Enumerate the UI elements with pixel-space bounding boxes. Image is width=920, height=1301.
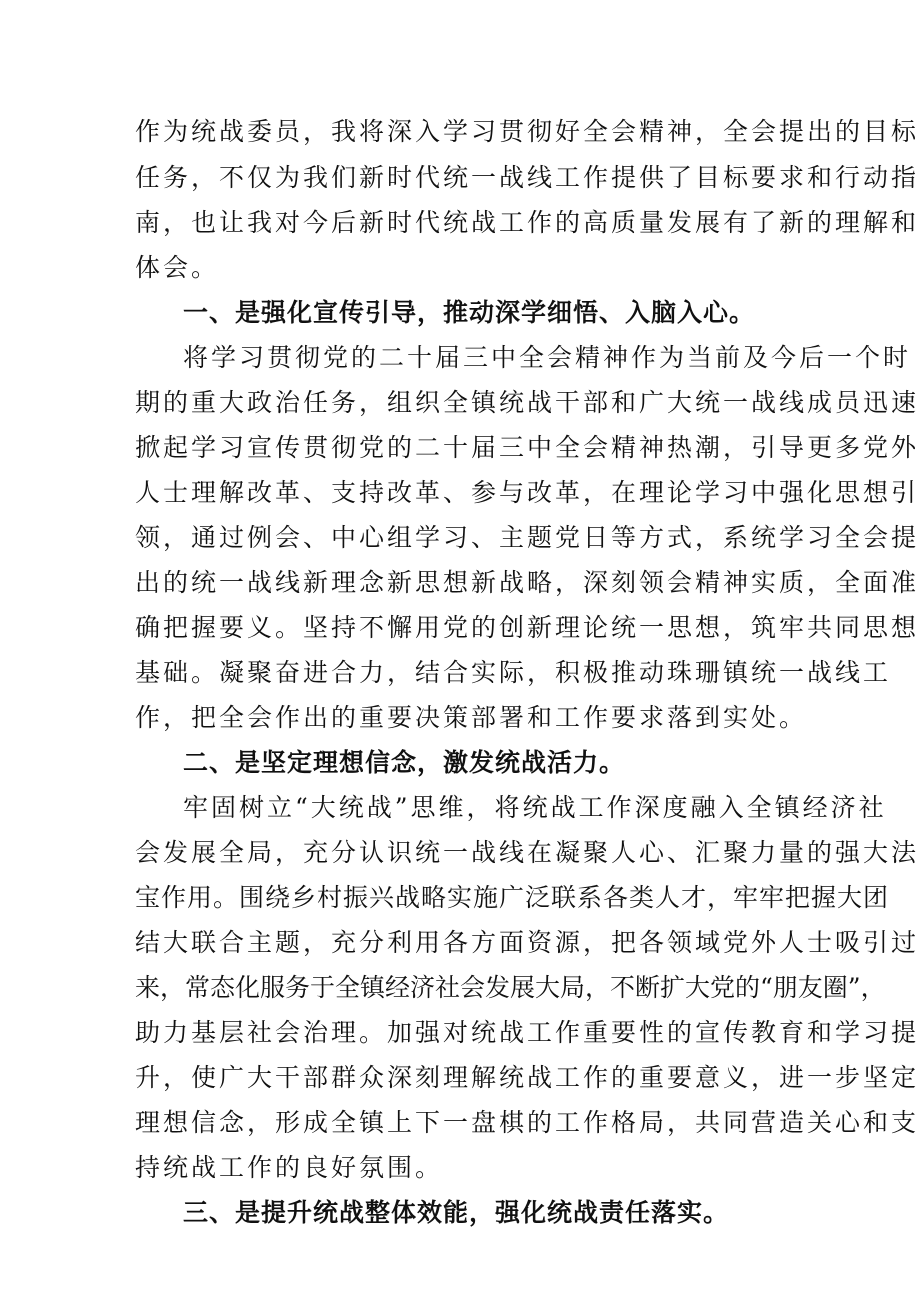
- section-2-line-1: 牢固树立“大统战”思维，将统战工作深度融入全镇经济社: [183, 793, 887, 822]
- section-1-line-3: 掀起学习宣传贯彻党的二十届三中全会精神热潮，引导更多党外: [135, 433, 920, 462]
- intro-line-1: 作为统战委员，我将深入学习贯彻好全会精神，全会提出的目标: [135, 117, 920, 146]
- section-1-line-5: 领，通过例会、中心组学习、主题党日等方式，系统学习全会提: [135, 523, 920, 552]
- section-1-line-2: 期的重大政治任务，组织全镇统战干部和广大统一战线成员迅速: [135, 388, 920, 417]
- section-2-line-7: 升，使广大干部群众深刻理解统战工作的重要意义，进一步坚定: [135, 1063, 920, 1092]
- section-2-line-3: 宝作用。围绕乡村振兴战略实施广泛联系各类人才，牢牢把握大团: [135, 883, 890, 912]
- section-2-line-5: 来，常态化服务于全镇经济社会发展大局，不断扩大党的“朋友圈”，: [135, 973, 886, 1002]
- section-3-heading: 三、是提升统战整体效能，强化统战责任落实。: [183, 1198, 730, 1227]
- section-1-heading: 一、是强化宣传引导，推动深学细悟、入脑入心。: [183, 298, 756, 327]
- section-2-heading: 二、是坚定理想信念，激发统战活力。: [183, 748, 626, 777]
- section-2-line-2: 会发展全局，充分认识统一战线在凝聚人心、汇聚力量的强大法: [135, 838, 920, 867]
- section-1-line-1: 将学习贯彻党的二十届三中全会精神作为当前及今后一个时: [183, 343, 912, 372]
- intro-line-2: 任务，不仅为我们新时代统一战线工作提供了目标要求和行动指: [135, 163, 920, 192]
- intro-line-3: 南，也让我对今后新时代统战工作的高质量发展有了新的理解和: [135, 208, 920, 237]
- section-2-line-9: 持统战工作的良好氛围。: [135, 1153, 444, 1182]
- section-2-line-4: 结大联合主题，充分利用各方面资源，把各领域党外人士吸引过: [135, 928, 920, 957]
- intro-line-4: 体会。: [135, 253, 220, 282]
- section-1-line-4: 人士理解改革、支持改革、参与改革，在理论学习中强化思想引: [135, 478, 920, 507]
- section-1-line-9: 作，把全会作出的重要决策部署和工作要求落到实处。: [135, 703, 808, 732]
- section-1-line-6: 出的统一战线新理念新思想新战略，深刻领会精神实质，全面准: [135, 568, 920, 597]
- section-2-line-6: 助力基层社会治理。加强对统战工作重要性的宣传教育和学习提: [135, 1018, 920, 1047]
- section-2-line-8: 理想信念，形成全镇上下一盘棋的工作格局，共同营造关心和支: [135, 1108, 920, 1137]
- section-1-line-7: 确把握要义。坚持不懈用党的创新理论统一思想，筑牢共同思想: [135, 613, 920, 642]
- section-1-line-8: 基础。凝聚奋进合力，结合实际，积极推动珠珊镇统一战线工: [135, 658, 892, 687]
